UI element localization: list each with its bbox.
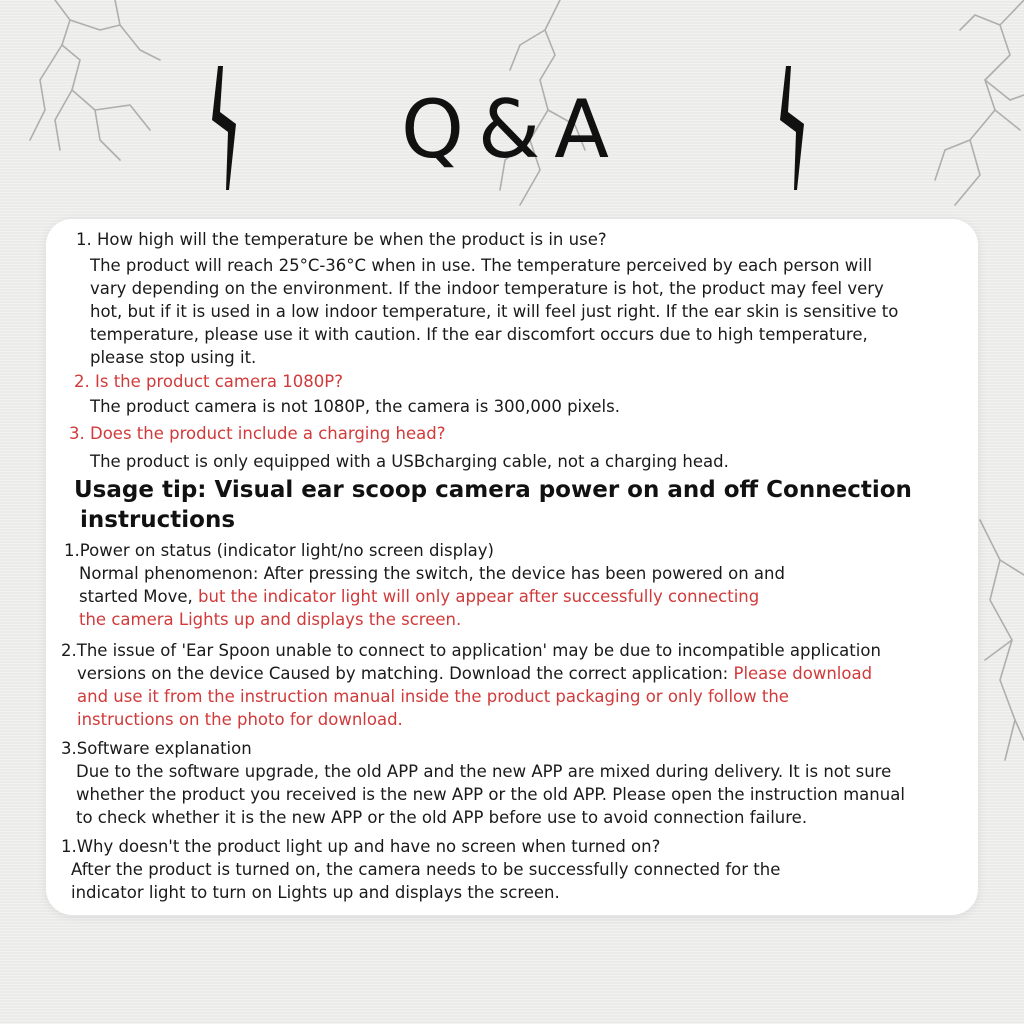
connect-issue-line-3: and use it from the instruction manual inside the product packaging or only follow the <box>77 687 789 706</box>
software-line-3: to check whether it is the new APP or the old APP before use to avoid connection failure. <box>76 808 808 827</box>
qa-card <box>46 219 978 915</box>
answer-1-line-5: please stop using it. <box>90 348 257 367</box>
answer-2: The product camera is not 1080P, the camera is 300,000 pixels. <box>90 397 620 416</box>
connect-issue-line-1: 2.The issue of 'Ear Spoon unable to connect to application' may be due to incompatible application <box>61 641 881 660</box>
answer-1-line-4: temperature, please use it with caution. If the ear discomfort occurs due to high temperature, <box>90 325 868 344</box>
answer-1-line-1: The product will reach 25°C-36°C when in use. The temperature perceived by each person will <box>90 256 873 275</box>
connect-issue-line-2-red: Please download <box>733 664 873 683</box>
software-line-1: Due to the software upgrade, the old APP and the new APP are mixed during delivery. It is not sure <box>76 762 892 781</box>
power-on-title: 1.Power on status (indicator light/no screen display) <box>64 541 494 560</box>
connect-issue-line-2-black: versions on the device Caused by matching. Download the correct application: <box>77 664 734 683</box>
answer-1-line-3: hot, but if it is used in a low indoor temperature, it will feel just right. If the ear skin is sensitive to <box>90 302 899 321</box>
power-on-line-2-black: started Move, <box>79 587 193 606</box>
no-light-line-2: indicator light to turn on Lights up and displays the screen. <box>71 883 560 902</box>
answer-1-line-2: vary depending on the environment. If the indoor temperature is hot, the product may feel very <box>90 279 884 298</box>
usage-tip-heading-line-2: instructions <box>80 507 236 533</box>
power-on-line-2 <box>79 585 759 608</box>
no-light-line-1: After the product is turned on, the camera needs to be successfully connected for the <box>71 860 781 879</box>
connect-issue-line-2 <box>77 662 872 685</box>
software-title: 3.Software explanation <box>61 739 252 758</box>
answer-3: The product is only equipped with a USBcharging cable, not a charging head. <box>90 452 729 471</box>
power-on-line-3: the camera Lights up and displays the screen. <box>79 610 462 629</box>
no-light-title: 1.Why doesn't the product light up and have no screen when turned on? <box>61 837 661 856</box>
question-3: 3. Does the product include a charging head? <box>69 424 446 443</box>
software-line-2: whether the product you received is the new APP or the old APP. Please open the instruction manual <box>76 785 905 804</box>
question-2: 2. Is the product camera 1080P? <box>74 372 343 391</box>
connect-issue-line-4: instructions on the photo for download. <box>77 710 403 729</box>
power-on-line-1: Normal phenomenon: After pressing the switch, the device has been powered on and <box>79 564 785 583</box>
power-on-line-2-red: but the indicator light will only appear after successfully connecting <box>192 587 760 606</box>
usage-tip-heading-line-1: Usage tip: Visual ear scoop camera power on and off Connection <box>74 477 912 503</box>
question-1: 1. How high will the temperature be when the product is in use? <box>76 230 607 249</box>
page-title: Q&A <box>400 83 624 176</box>
